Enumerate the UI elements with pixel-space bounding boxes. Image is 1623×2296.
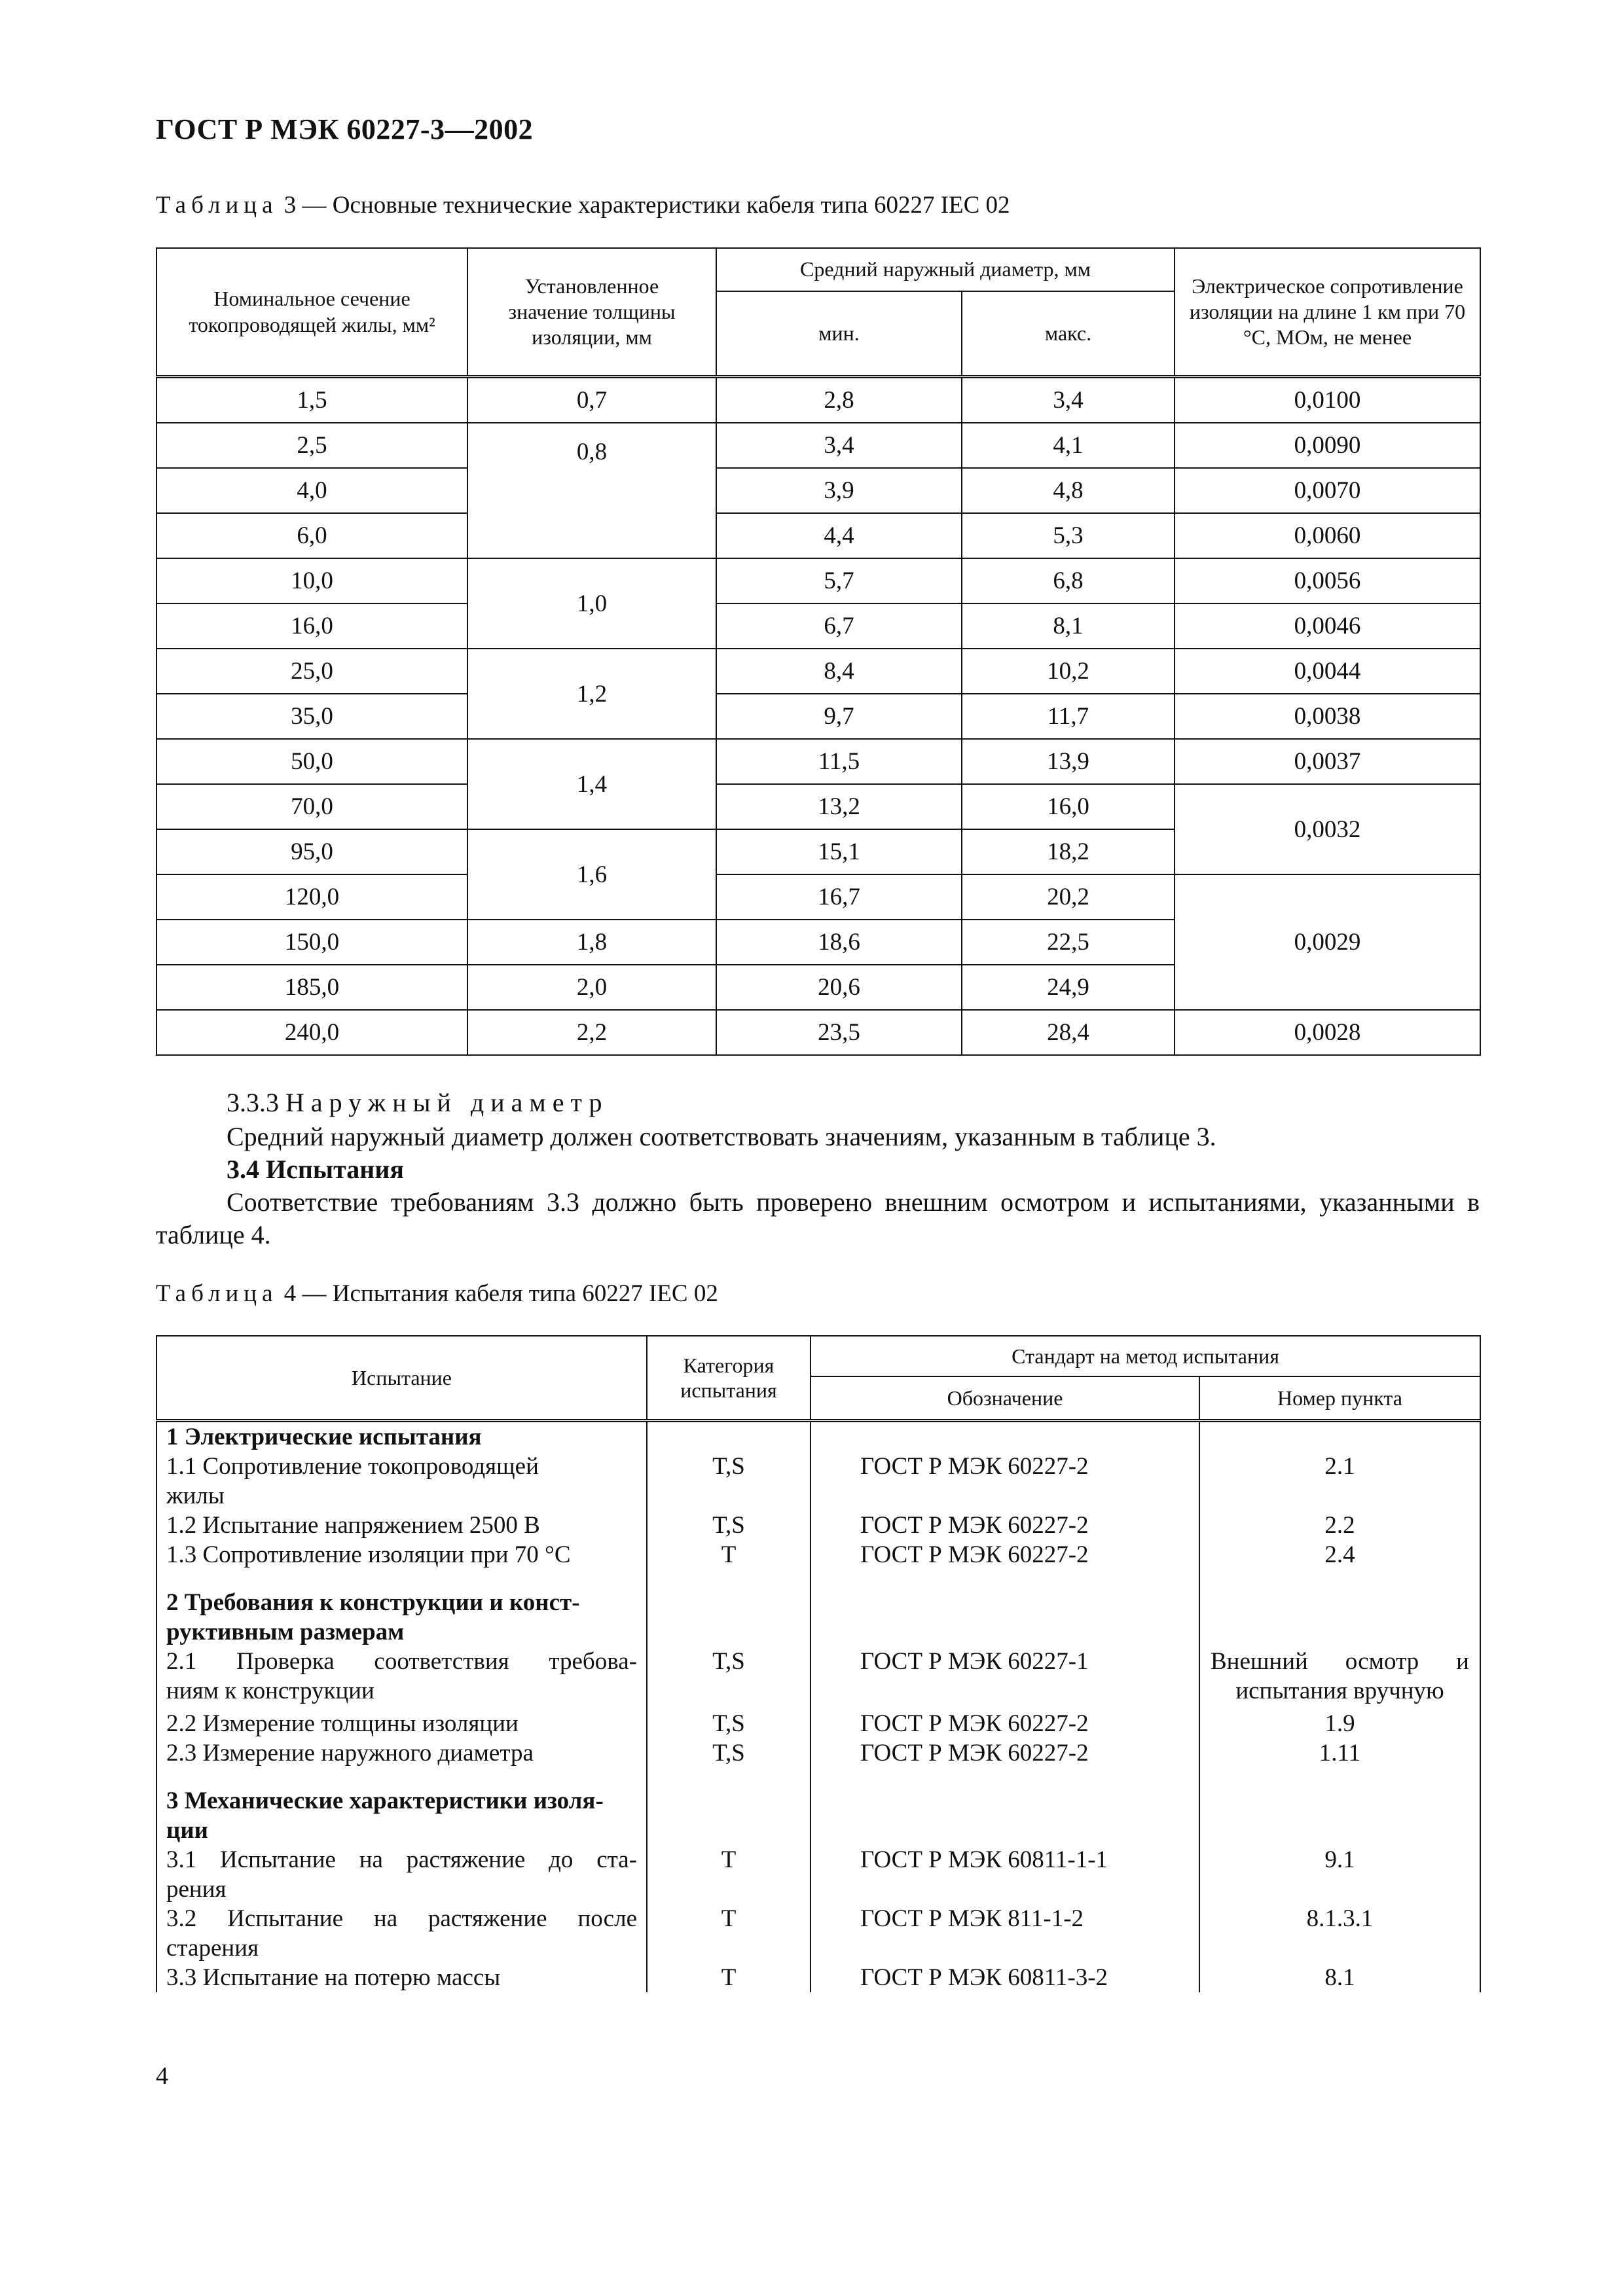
section-3-4-text: Соответствие требованиям 3.3 должно быть проверено внешним осмотром и испытаниями, указанными в таблице 4. [156, 1187, 1480, 1249]
cell-resistance: 0,0056 [1175, 558, 1480, 603]
cell-max: 4,1 [962, 423, 1175, 468]
table-row [156, 739, 1480, 784]
standard-value: ГОСТ Р МЭК 60227-1 [860, 1648, 1089, 1675]
cell-insulation: 0,8 [467, 423, 716, 558]
list-item: 1.2 Испытание напряжением 2500 В [166, 1512, 540, 1539]
list-item-cont: ниям к конструкции [166, 1677, 374, 1704]
page-number: 4 [156, 2062, 168, 2090]
table4-caption [156, 1280, 718, 1308]
table3 [156, 247, 1481, 1056]
category-value: T [721, 1905, 737, 1932]
cell-max: 20,2 [962, 874, 1175, 920]
cell-resistance: 0,0029 [1175, 874, 1480, 1010]
cell-section: 150,0 [156, 920, 467, 965]
cell-section: 120,0 [156, 874, 467, 920]
standard-value: ГОСТ Р МЭК 60227-2 [860, 1740, 1089, 1767]
cell-insulation: 2,2 [467, 1010, 716, 1055]
cell-min: 3,9 [716, 468, 962, 513]
cell-insulation: 1,8 [467, 920, 716, 965]
group-title: 2 Требования к конструкции и конст- [166, 1589, 580, 1616]
clause-value-cont: испытания вручную [1235, 1677, 1444, 1704]
standard-value: ГОСТ Р МЭК 60811-3-2 [860, 1964, 1108, 1991]
cell-resistance: 0,0046 [1175, 603, 1480, 649]
cell-section: 185,0 [156, 965, 467, 1010]
cell-insulation: 1,2 [467, 649, 716, 739]
table-row [156, 513, 1480, 558]
section-3-3-3-heading [156, 1086, 1480, 1119]
category-value: T [721, 1964, 737, 1991]
table-row [156, 694, 1480, 739]
table-row [156, 784, 1480, 829]
cell-section: 240,0 [156, 1010, 467, 1055]
standard-value: ГОСТ Р МЭК 60227-2 [860, 1541, 1089, 1568]
standard-value: ГОСТ Р МЭК 60227-2 [860, 1710, 1089, 1737]
table-row [156, 874, 1480, 920]
cell-insulation: 1,0 [467, 558, 716, 649]
list-item: 2.2 Измерение толщины изоляции [166, 1710, 519, 1737]
cell-max: 22,5 [962, 920, 1175, 965]
cell-min: 18,6 [716, 920, 962, 965]
table-row [156, 603, 1480, 649]
cell-section: 6,0 [156, 513, 467, 558]
t3-header-resistance: Электрическое сопротивление изоляции на длине 1 км при 70 °С, МОм, не менее [1175, 248, 1480, 377]
section-number: 3.3.3 [227, 1088, 285, 1117]
list-item: 3.3 Испытание на потерю массы [166, 1964, 501, 1991]
t4-header-category: Категория испытания [647, 1336, 811, 1421]
list-item: 2.3 Измерение наружного диаметра [166, 1740, 534, 1767]
t3-header-section: Номинальное сечение токопроводящей жилы, мм² [156, 248, 467, 377]
cell-max: 28,4 [962, 1010, 1175, 1055]
document-header: ГОСТ Р МЭК 60227-3—2002 [156, 113, 534, 145]
cell-max: 10,2 [962, 649, 1175, 694]
t4-header-designation: Обозначение [811, 1376, 1199, 1421]
cell-min: 11,5 [716, 739, 962, 784]
t4-header-test: Испытание [156, 1336, 647, 1421]
group-title: 3 Механические характеристики изоля- [166, 1787, 604, 1814]
table3-caption-word: Таблица [156, 192, 278, 219]
category-list-cell [647, 1421, 811, 1993]
clause-value: 9.1 [1324, 1846, 1355, 1873]
cell-max: 6,8 [962, 558, 1175, 603]
cell-section: 10,0 [156, 558, 467, 603]
cell-min: 3,4 [716, 423, 962, 468]
table3-caption [156, 191, 1010, 219]
standard-value: ГОСТ Р МЭК 811-1-2 [860, 1905, 1084, 1932]
standard-list-cell [811, 1421, 1199, 1993]
test-list-cell [156, 1421, 647, 1993]
clause-value: 2.4 [1324, 1541, 1355, 1568]
cell-section: 50,0 [156, 739, 467, 784]
category-value: T,S [712, 1512, 745, 1539]
cell-min: 20,6 [716, 965, 962, 1010]
cell-resistance: 0,0032 [1175, 784, 1480, 874]
cell-insulation: 1,6 [467, 829, 716, 920]
cell-insulation: 1,4 [467, 739, 716, 829]
clause-value: 1.9 [1324, 1710, 1355, 1737]
t4-header-clause: Номер пункта [1199, 1376, 1480, 1421]
cell-resistance: 0,0100 [1175, 377, 1480, 423]
cell-max: 4,8 [962, 468, 1175, 513]
clause-value: 1.11 [1319, 1740, 1361, 1767]
table-row [156, 558, 1480, 603]
table-row [156, 649, 1480, 694]
table4-caption-text: 4 — Испытания кабеля типа 60227 IEC 02 [278, 1280, 718, 1307]
cell-min: 13,2 [716, 784, 962, 829]
category-value: T,S [712, 1740, 745, 1767]
t3-header-diameter: Средний наружный диаметр, мм [716, 248, 1175, 291]
table3-caption-text: 3 — Основные технические характеристики кабеля типа 60227 IEC 02 [278, 192, 1010, 219]
cell-max: 24,9 [962, 965, 1175, 1010]
clause-value: Внешний осмотр и [1211, 1648, 1469, 1675]
standard-value: ГОСТ Р МЭК 60227-2 [860, 1512, 1089, 1539]
standard-value: ГОСТ Р МЭК 60811-1-1 [860, 1846, 1108, 1873]
cell-max: 18,2 [962, 829, 1175, 874]
clause-value: 2.1 [1324, 1453, 1355, 1480]
cell-min: 4,4 [716, 513, 962, 558]
list-item-cont: старения [166, 1935, 259, 1962]
cell-min: 9,7 [716, 694, 962, 739]
cell-min: 8,4 [716, 649, 962, 694]
cell-min: 15,1 [716, 829, 962, 874]
standard-value: ГОСТ Р МЭК 60227-2 [860, 1453, 1089, 1480]
cell-max: 8,1 [962, 603, 1175, 649]
cell-section: 2,5 [156, 423, 467, 468]
cell-max: 16,0 [962, 784, 1175, 829]
list-item-cont: жилы [166, 1482, 225, 1509]
cell-min: 2,8 [716, 377, 962, 423]
category-value: T [721, 1541, 737, 1568]
section-3-4-heading: 3.4 Испытания [227, 1155, 405, 1184]
cell-resistance: 0,0060 [1175, 513, 1480, 558]
table-row [156, 468, 1480, 513]
cell-max: 13,9 [962, 739, 1175, 784]
list-item-cont: рения [166, 1876, 227, 1903]
list-item: 3.1 Испытание на растяжение до ста- [166, 1846, 637, 1873]
t3-header-min: мин. [716, 291, 962, 377]
list-item: 1.1 Сопротивление токопроводящей [166, 1453, 539, 1480]
section-title: Наружный диаметр [285, 1088, 609, 1117]
clause-value: 2.2 [1324, 1512, 1355, 1539]
cell-resistance: 0,0038 [1175, 694, 1480, 739]
clause-list-cell [1199, 1421, 1480, 1993]
cell-resistance: 0,0090 [1175, 423, 1480, 468]
cell-section: 1,5 [156, 377, 467, 423]
category-value: T,S [712, 1648, 745, 1675]
clause-value: 8.1.3.1 [1306, 1905, 1374, 1932]
cell-section: 25,0 [156, 649, 467, 694]
cell-section: 35,0 [156, 694, 467, 739]
cell-section: 70,0 [156, 784, 467, 829]
category-value: T,S [712, 1453, 745, 1480]
t3-header-insulation: Установленное значение толщины изоляции, мм [467, 248, 716, 377]
cell-insulation: 2,0 [467, 965, 716, 1010]
cell-max: 5,3 [962, 513, 1175, 558]
section-3-3-3-text: Средний наружный диаметр должен соответствовать значениям, указанным в таблице 3. [227, 1122, 1216, 1151]
cell-resistance: 0,0070 [1175, 468, 1480, 513]
cell-insulation: 0,7 [467, 377, 716, 423]
cell-min: 6,7 [716, 603, 962, 649]
group-title: 1 Электрические испытания [166, 1424, 482, 1450]
table-row [156, 423, 1480, 468]
table4 [156, 1335, 1481, 1992]
cell-section: 16,0 [156, 603, 467, 649]
group-title-cont: руктивным размерам [166, 1619, 405, 1645]
list-item: 1.3 Сопротивление изоляции при 70 °С [166, 1541, 571, 1568]
list-item: 3.2 Испытание на растяжение после [166, 1905, 637, 1932]
table-row [156, 1010, 1480, 1055]
group-title-cont: ции [166, 1817, 208, 1844]
table-row [156, 1421, 1480, 1993]
cell-resistance: 0,0028 [1175, 1010, 1480, 1055]
list-item: 2.1 Проверка соответствия требова- [166, 1648, 637, 1675]
table4-caption-word: Таблица [156, 1280, 278, 1307]
cell-section: 4,0 [156, 468, 467, 513]
cell-section: 95,0 [156, 829, 467, 874]
cell-resistance: 0,0044 [1175, 649, 1480, 694]
cell-resistance: 0,0037 [1175, 739, 1480, 784]
cell-max: 11,7 [962, 694, 1175, 739]
t3-header-max: макс. [962, 291, 1175, 377]
cell-min: 23,5 [716, 1010, 962, 1055]
category-value: T [721, 1846, 737, 1873]
table-row [156, 377, 1480, 423]
t4-header-standard: Стандарт на метод испытания [811, 1336, 1480, 1376]
cell-min: 16,7 [716, 874, 962, 920]
category-value: T,S [712, 1710, 745, 1737]
cell-max: 3,4 [962, 377, 1175, 423]
cell-min: 5,7 [716, 558, 962, 603]
clause-value: 8.1 [1324, 1964, 1355, 1991]
